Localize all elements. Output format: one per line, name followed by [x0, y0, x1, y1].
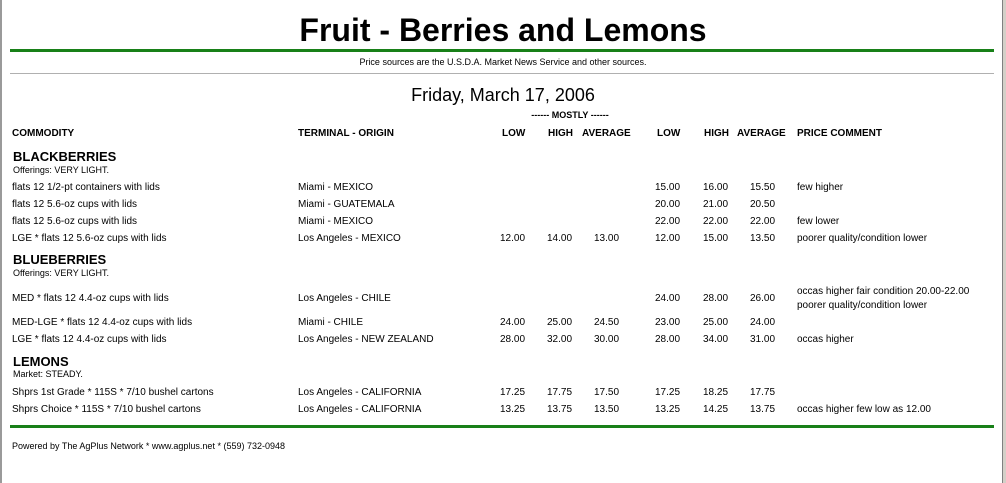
origin-cell: Los Angeles - CALIFORNIA: [298, 404, 422, 415]
origin-cell: Miami - MEXICO: [298, 182, 373, 193]
high-cell: 13.75: [547, 404, 573, 415]
mostly-low-cell: 28.00: [655, 334, 681, 345]
mostly-low-cell: 24.00: [655, 293, 681, 304]
commodity-cell: flats 12 5.6-oz cups with lids: [12, 199, 138, 210]
commodity-cell: MED * flats 12 4.4-oz cups with lids: [12, 293, 169, 304]
mostly-high-cell: 22.00: [703, 216, 729, 227]
column-header-mostly-high: HIGH: [704, 128, 729, 139]
price-comment-cell: poorer quality/condition lower: [797, 233, 928, 244]
price-comment-cell: occas higher: [797, 334, 854, 345]
mostly-average-cell: 20.50: [750, 199, 776, 210]
high-cell: 14.00: [547, 233, 573, 244]
high-cell: 32.00: [547, 334, 573, 345]
high-cell: 17.75: [547, 387, 573, 398]
average-cell: 30.00: [594, 334, 620, 345]
low-cell: 24.00: [500, 317, 526, 328]
mostly-high-cell: 18.25: [703, 387, 729, 398]
average-cell: 13.50: [594, 404, 620, 415]
commodity-cell: Shprs Choice * 115S * 7/10 bushel cartons: [12, 404, 201, 415]
average-cell: 13.00: [594, 233, 620, 244]
section-title-blueberries: BLUEBERRIES: [13, 252, 107, 267]
mostly-low-cell: 15.00: [655, 182, 681, 193]
column-header-low: LOW: [502, 128, 526, 139]
origin-cell: Miami - MEXICO: [298, 216, 373, 227]
mostly-average-cell: 22.00: [750, 216, 776, 227]
footer-divider: [10, 425, 994, 428]
average-cell: 24.50: [594, 317, 620, 328]
mostly-high-cell: 21.00: [703, 199, 729, 210]
mostly-average-cell: 13.75: [750, 404, 776, 415]
origin-cell: Miami - GUATEMALA: [298, 199, 395, 210]
origin-cell: Los Angeles - MEXICO: [298, 233, 401, 244]
window-left-edge: [0, 0, 2, 483]
window-scrollbar-edge[interactable]: [1002, 0, 1006, 483]
footer-credit: Powered by The AgPlus Network * www.agplus.net * (559) 732-0948: [12, 441, 285, 451]
origin-cell: Los Angeles - NEW ZEALAND: [298, 334, 434, 345]
commodity-cell: flats 12 1/2-pt containers with lids: [12, 182, 160, 193]
mostly-average-cell: 13.50: [750, 233, 776, 244]
section-title-lemons: LEMONS: [13, 354, 69, 369]
price-comment-cell: occas higher few low as 12.00: [797, 404, 931, 415]
mostly-low-cell: 17.25: [655, 387, 681, 398]
mostly-high-cell: 14.25: [703, 404, 729, 415]
mostly-low-cell: 12.00: [655, 233, 681, 244]
mostly-high-cell: 16.00: [703, 182, 729, 193]
section-note-lemons: Market: STEADY.: [13, 369, 83, 379]
high-cell: 25.00: [547, 317, 573, 328]
mostly-low-cell: 13.25: [655, 404, 681, 415]
mostly-low-cell: 23.00: [655, 317, 681, 328]
mostly-average-cell: 15.50: [750, 182, 776, 193]
mostly-high-cell: 34.00: [703, 334, 729, 345]
column-header-mostly-low: LOW: [657, 128, 681, 139]
mostly-average-cell: 31.00: [750, 334, 776, 345]
commodity-cell: LGE * flats 12 5.6-oz cups with lids: [12, 233, 167, 244]
price-comment-cell: occas higher fair condition 20.00-22.00: [797, 286, 970, 297]
column-header-high: HIGH: [548, 128, 573, 139]
mostly-high-cell: 28.00: [703, 293, 729, 304]
column-header-commodity: COMMODITY: [12, 128, 75, 139]
column-header-price-comment: PRICE COMMENT: [797, 128, 882, 139]
column-header-origin: TERMINAL - ORIGIN: [298, 128, 394, 139]
sources-note: Price sources are the U.S.D.A. Market News Service and other sources.: [359, 57, 647, 67]
mostly-average-cell: 26.00: [750, 293, 776, 304]
low-cell: 28.00: [500, 334, 526, 345]
commodity-cell: flats 12 5.6-oz cups with lids: [12, 216, 138, 227]
page-title: Fruit - Berries and Lemons: [299, 12, 707, 48]
price-comment-cell: few higher: [797, 182, 844, 193]
column-header-average: AVERAGE: [582, 128, 631, 139]
origin-cell: Miami - CHILE: [298, 317, 364, 328]
low-cell: 17.25: [500, 387, 526, 398]
low-cell: 13.25: [500, 404, 526, 415]
origin-cell: Los Angeles - CHILE: [298, 293, 391, 304]
title-divider: [10, 49, 994, 52]
column-header-mostly-average: AVERAGE: [737, 128, 786, 139]
section-title-blackberries: BLACKBERRIES: [13, 149, 117, 164]
mostly-average-cell: 17.75: [750, 387, 776, 398]
mostly-low-cell: 22.00: [655, 216, 681, 227]
sources-divider: [10, 73, 994, 74]
commodity-cell: LGE * flats 12 4.4-oz cups with lids: [12, 334, 167, 345]
price-comment-cell-line2: poorer quality/condition lower: [797, 300, 928, 311]
mostly-group-label: ------ MOSTLY ------: [531, 110, 609, 120]
commodity-cell: MED-LGE * flats 12 4.4-oz cups with lids: [12, 317, 193, 328]
mostly-low-cell: 20.00: [655, 199, 681, 210]
mostly-high-cell: 15.00: [703, 233, 729, 244]
section-note-blackberries: Offerings: VERY LIGHT.: [13, 165, 110, 175]
section-note-blueberries: Offerings: VERY LIGHT.: [13, 268, 110, 278]
price-comment-cell: few lower: [797, 216, 840, 227]
commodity-cell: Shprs 1st Grade * 115S * 7/10 bushel cartons: [12, 387, 214, 398]
mostly-high-cell: 25.00: [703, 317, 729, 328]
low-cell: 12.00: [500, 233, 526, 244]
average-cell: 17.50: [594, 387, 620, 398]
report-date: Friday, March 17, 2006: [411, 85, 595, 105]
mostly-average-cell: 24.00: [750, 317, 776, 328]
origin-cell: Los Angeles - CALIFORNIA: [298, 387, 422, 398]
